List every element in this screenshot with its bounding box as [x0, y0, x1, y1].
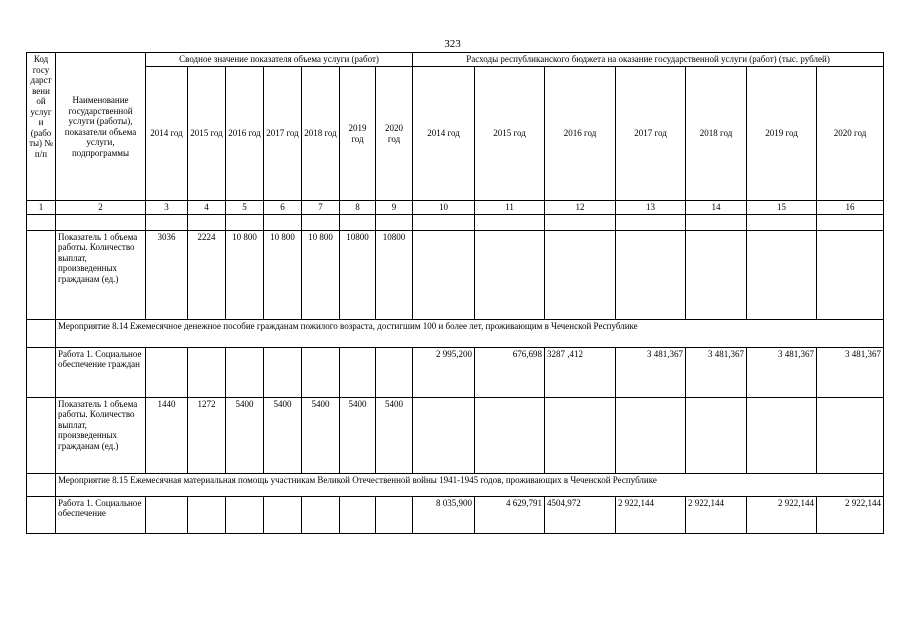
- header-name: Наименование государственной услуги (работы), показатели объема услуги, подпрограммы: [56, 53, 146, 201]
- column-number: 8: [340, 201, 376, 215]
- column-number: 16: [817, 201, 884, 215]
- expense-cell: 3 481,367: [686, 347, 747, 397]
- header-group-expenses: Расходы республиканского бюджета на оказание государственной услуги (работ) (тыс. рублей): [413, 53, 884, 67]
- year-header: 2014 год: [413, 67, 475, 201]
- column-number: 2: [56, 201, 146, 215]
- year-header: 2015 год: [475, 67, 545, 201]
- value-cell: 1272: [188, 397, 226, 473]
- value-cell: 5400: [264, 397, 302, 473]
- year-header: 2014 год: [146, 67, 188, 201]
- expense-cell: 2 922,144: [616, 496, 686, 533]
- expense-cell: 2 922,144: [747, 496, 817, 533]
- expense-cell: 3 481,367: [747, 347, 817, 397]
- year-header: 2017 год: [264, 67, 302, 201]
- table-row-work-8-14: [27, 347, 884, 397]
- value-cell: 2224: [188, 230, 226, 319]
- table-row-measure-8-15: [27, 473, 884, 496]
- value-cell: 3036: [146, 230, 188, 319]
- column-number: 9: [376, 201, 413, 215]
- column-number: 11: [475, 201, 545, 215]
- row-name: Работа 1. Социальное обеспечение граждан: [56, 347, 146, 397]
- row-name: Показатель 1 объема работы. Количество выплат, произведенных гражданам (ед.): [56, 230, 146, 319]
- expense-cell: 8 035,900: [413, 496, 475, 533]
- column-number: 14: [686, 201, 747, 215]
- page-number: 323: [444, 38, 461, 50]
- column-number: 6: [264, 201, 302, 215]
- year-header: 2018 год: [302, 67, 340, 201]
- table-row-indicator-1: [27, 230, 884, 319]
- value-cell: 5400: [376, 397, 413, 473]
- header-row-groups: [27, 53, 884, 67]
- value-cell: 10 800: [226, 230, 264, 319]
- value-cell: 10 800: [302, 230, 340, 319]
- expense-cell: 4 629,791: [475, 496, 545, 533]
- value-cell: 5400: [302, 397, 340, 473]
- column-number: 7: [302, 201, 340, 215]
- measure-title: Мероприятие 8.14 Ежемесячное денежное пособие гражданам пожилого возраста, достигшим 100 и более лет, проживающим в Чеченской Республике: [56, 319, 884, 347]
- row-name: Работа 1. Социальное обеспечение: [56, 496, 146, 533]
- year-header: 2020 год: [376, 67, 413, 201]
- table-row-indicator-8-14: [27, 397, 884, 473]
- column-number-row: [27, 201, 884, 215]
- year-header: 2018 год: [686, 67, 747, 201]
- column-number: 15: [747, 201, 817, 215]
- expense-cell: 3 481,367: [817, 347, 884, 397]
- measure-title: Мероприятие 8.15 Ежемесячная материальная помощь участникам Великой Отечественной войны 1941-1945 годов, проживающих в Чеченской Республике: [56, 473, 884, 496]
- column-number: 3: [146, 201, 188, 215]
- year-header: 2016 год: [226, 67, 264, 201]
- budget-table: [26, 52, 884, 534]
- value-cell: 5400: [340, 397, 376, 473]
- column-number: 13: [616, 201, 686, 215]
- expense-cell: 4504,972: [545, 496, 616, 533]
- blank-row: [27, 214, 884, 230]
- value-cell: 1440: [146, 397, 188, 473]
- year-header: 2016 год: [545, 67, 616, 201]
- expense-cell: 3 481,367: [616, 347, 686, 397]
- year-header: 2017 год: [616, 67, 686, 201]
- column-number: 12: [545, 201, 616, 215]
- header-group-volume: Сводное значение показателя объема услуги (работ): [146, 53, 413, 67]
- year-header: 2020 год: [817, 67, 884, 201]
- year-header: 2015 год: [188, 67, 226, 201]
- header-code: Код госу дарст вени ой услуг и (рабо ты) № п/п: [27, 53, 56, 201]
- value-cell: 5400: [226, 397, 264, 473]
- value-cell: 10800: [376, 230, 413, 319]
- column-number: 1: [27, 201, 56, 215]
- value-cell: 10 800: [264, 230, 302, 319]
- expense-cell: 2 995,200: [413, 347, 475, 397]
- column-number: 4: [188, 201, 226, 215]
- column-number: 5: [226, 201, 264, 215]
- table-row-measure-8-14: [27, 319, 884, 347]
- column-number: 10: [413, 201, 475, 215]
- value-cell: 10800: [340, 230, 376, 319]
- header-row-years: [27, 67, 884, 201]
- year-header: 2019 год: [340, 67, 376, 201]
- expense-cell: 2 922,144: [686, 496, 747, 533]
- expense-cell: 2 922,144: [817, 496, 884, 533]
- row-name: Показатель 1 объема работы. Количество выплат, произведенных гражданам (ед.): [56, 397, 146, 473]
- year-header: 2019 год: [747, 67, 817, 201]
- expense-cell: 3287 ,412: [545, 347, 616, 397]
- table-row-work-8-15: [27, 496, 884, 533]
- expense-cell: 676,698: [475, 347, 545, 397]
